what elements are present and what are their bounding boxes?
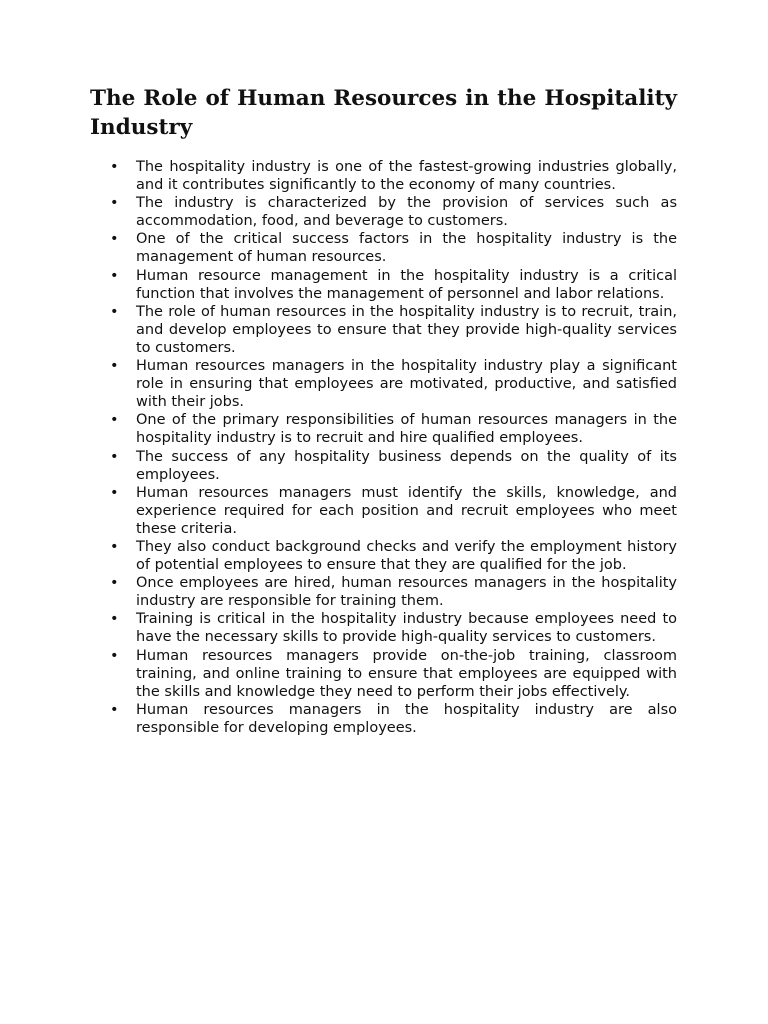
bullet-text: They also conduct background checks and verify the employment history of potential employees to ensure that they are qualified for the job. <box>136 538 677 574</box>
bullet-item <box>90 574 677 610</box>
bullet-icon: • <box>110 611 119 628</box>
bullet-text: The industry is characterized by the provision of services such as accommodation, food, and beverage to customers. <box>136 195 677 230</box>
bullet-item <box>90 303 677 357</box>
bullet-item <box>90 610 677 646</box>
bullet-text: Human resources managers must identify the skills, knowledge, and experience required for each position and recruit employees who meet these criteria. <box>136 484 677 537</box>
bullet-icon: • <box>110 575 119 592</box>
bullet-text: The hospitality industry is one of the fastest-growing industries globally, and it contributes significantly to the economy of many countries. <box>136 159 677 194</box>
bullet-icon: • <box>110 538 119 555</box>
document-page <box>90 84 677 737</box>
bullet-icon: • <box>110 195 119 212</box>
document-title: The Role of Human Resources in the Hospitality Industry <box>90 86 677 140</box>
bullet-item <box>90 448 677 484</box>
bullet-item <box>90 230 677 266</box>
bullet-text: The role of human resources in the hospitality industry is to recruit, train, and develop employees to ensure that they provide high-quality services to customers. <box>136 303 677 356</box>
bullet-icon: • <box>110 267 119 284</box>
bullet-item <box>90 194 677 230</box>
bullet-text: Human resources managers in the hospitality industry play a significant role in ensuring that employees are motivated, productive, and satisfied with their jobs. <box>136 358 677 411</box>
bullet-text: Once employees are hired, human resources managers in the hospitality industry are responsible for training them. <box>136 575 677 610</box>
bullet-icon: • <box>110 159 119 175</box>
bullet-item <box>90 411 677 447</box>
bullet-item <box>90 701 677 737</box>
bullet-text: One of the primary responsibilities of human resources managers in the hospitality industry is to recruit and hire qualified employees. <box>136 412 677 447</box>
bullet-item <box>90 357 677 411</box>
bullet-icon: • <box>110 358 119 375</box>
bullet-icon: • <box>110 701 119 718</box>
bullet-item <box>90 647 677 701</box>
bullet-text: One of the critical success factors in the hospitality industry is the management of human resources. <box>136 231 677 266</box>
bullet-item <box>90 158 677 194</box>
bullet-icon: • <box>110 303 119 320</box>
bullet-item <box>90 538 677 574</box>
bullet-text: Human resource management in the hospitality industry is a critical function that involves the management of personnel and labor relations. <box>136 267 677 302</box>
bullet-text: The success of any hospitality business depends on the quality of its employees. <box>136 448 677 483</box>
bullet-item <box>90 484 677 538</box>
bullet-list <box>90 158 677 737</box>
bullet-text: Human resources managers in the hospitality industry are also responsible for developing employees. <box>136 701 677 736</box>
bullet-text: Training is critical in the hospitality industry because employees need to have the necessary skills to provide high-quality services to customers. <box>136 611 677 646</box>
bullet-icon: • <box>110 448 119 465</box>
bullet-icon: • <box>110 231 119 248</box>
bullet-icon: • <box>110 647 119 664</box>
bullet-icon: • <box>110 412 119 429</box>
bullet-item <box>90 267 677 303</box>
bullet-icon: • <box>110 484 119 501</box>
bullet-text: Human resources managers provide on-the-job training, classroom training, and online training to ensure that employees are equipped with the skills and knowledge they need to perform their jobs effectively. <box>136 647 677 700</box>
